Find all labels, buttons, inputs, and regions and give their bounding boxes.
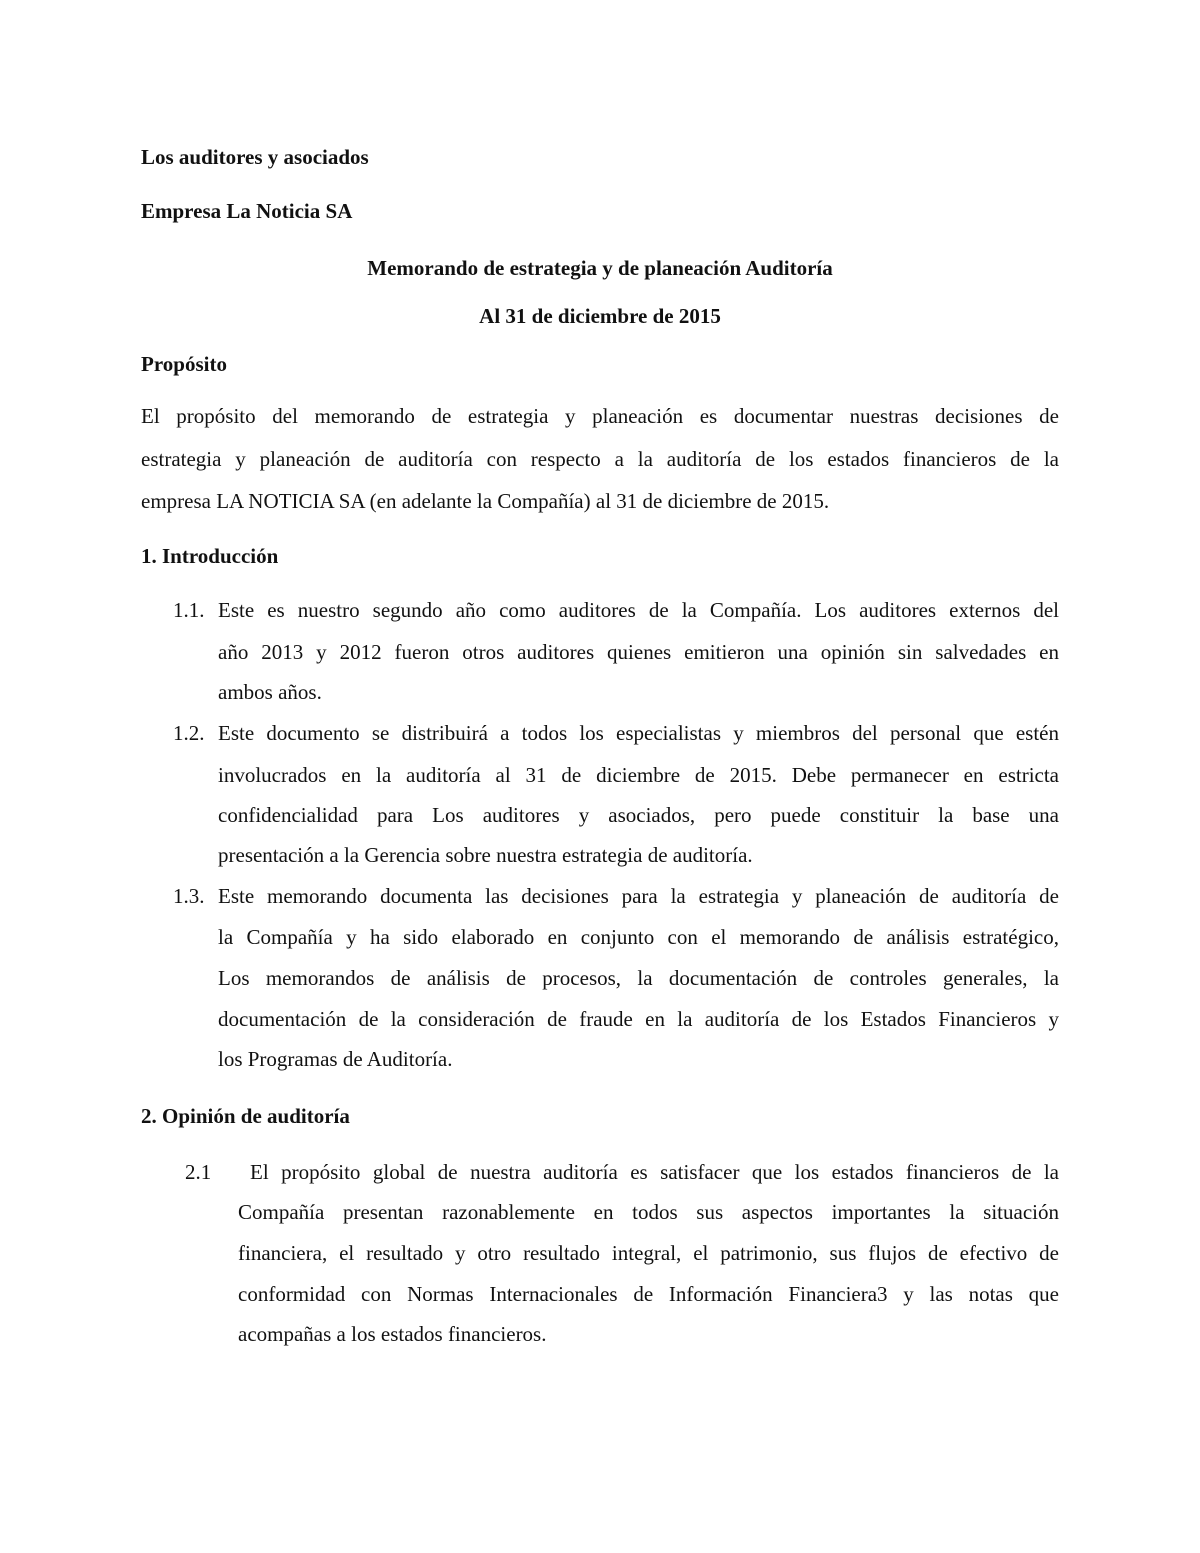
item-number: 1.2.	[173, 721, 205, 745]
company-name: Empresa La Noticia SA	[141, 199, 353, 223]
item-line: documentación de la consideración de fraude en la auditoría de los Estados Financieros y	[218, 1007, 1059, 1031]
item-line: Este documento se distribuirá a todos los especialistas y miembros del personal que estén	[218, 721, 1059, 745]
memo-date: Al 31 de diciembre de 2015	[479, 304, 721, 328]
firm-name: Los auditores y asociados	[141, 145, 369, 169]
purpose-line: empresa LA NOTICIA SA (en adelante la Compañía) al 31 de diciembre de 2015.	[141, 489, 830, 513]
item-line: acompañas a los estados financieros.	[238, 1322, 547, 1346]
item-line: presentación a la Gerencia sobre nuestra estrategia de auditoría.	[218, 843, 753, 867]
item-line: Este memorando documenta las decisiones para la estrategia y planeación de auditoría de	[218, 884, 1059, 908]
section-1-heading: 1. Introducción	[141, 544, 279, 568]
item-number: 1.1.	[173, 598, 205, 622]
item-line: ambos años.	[218, 680, 322, 704]
item-line: confidencialidad para Los auditores y asociados, pero puede constituir la base una	[218, 803, 1059, 827]
purpose-line: estrategia y planeación de auditoría con respecto a la auditoría de los estados financieros de la	[141, 447, 1059, 471]
item-line: Compañía presentan razonablemente en todos sus aspectos importantes la situación	[238, 1200, 1059, 1224]
item-number: 1.3.	[173, 884, 205, 908]
purpose-heading: Propósito	[141, 352, 227, 376]
item-line: la Compañía y ha sido elaborado en conjunto con el memorando de análisis estratégico,	[218, 925, 1059, 949]
item-line: conformidad con Normas Internacionales de Información Financiera3 y las notas que	[238, 1282, 1059, 1306]
item-line: año 2013 y 2012 fueron otros auditores quienes emitieron una opinión sin salvedades en	[218, 640, 1059, 664]
section-2-heading: 2. Opinión de auditoría	[141, 1104, 350, 1128]
memo-title: Memorando de estrategia y de planeación Auditoría	[367, 256, 833, 280]
item-line: El propósito global de nuestra auditoría es satisfacer que los estados financieros de la	[250, 1160, 1059, 1184]
item-line: involucrados en la auditoría al 31 de diciembre de 2015. Debe permanecer en estricta	[218, 763, 1059, 787]
item-line: financiera, el resultado y otro resultado integral, el patrimonio, sus flujos de efectivo de	[238, 1241, 1059, 1265]
item-line: Este es nuestro segundo año como auditores de la Compañía. Los auditores externos del	[218, 598, 1059, 622]
item-line: Los memorandos de análisis de procesos, la documentación de controles generales, la	[218, 966, 1059, 990]
purpose-line: El propósito del memorando de estrategia y planeación es documentar nuestras decisiones de	[141, 404, 1059, 428]
item-number: 2.1	[185, 1160, 212, 1184]
item-line: los Programas de Auditoría.	[218, 1047, 453, 1071]
